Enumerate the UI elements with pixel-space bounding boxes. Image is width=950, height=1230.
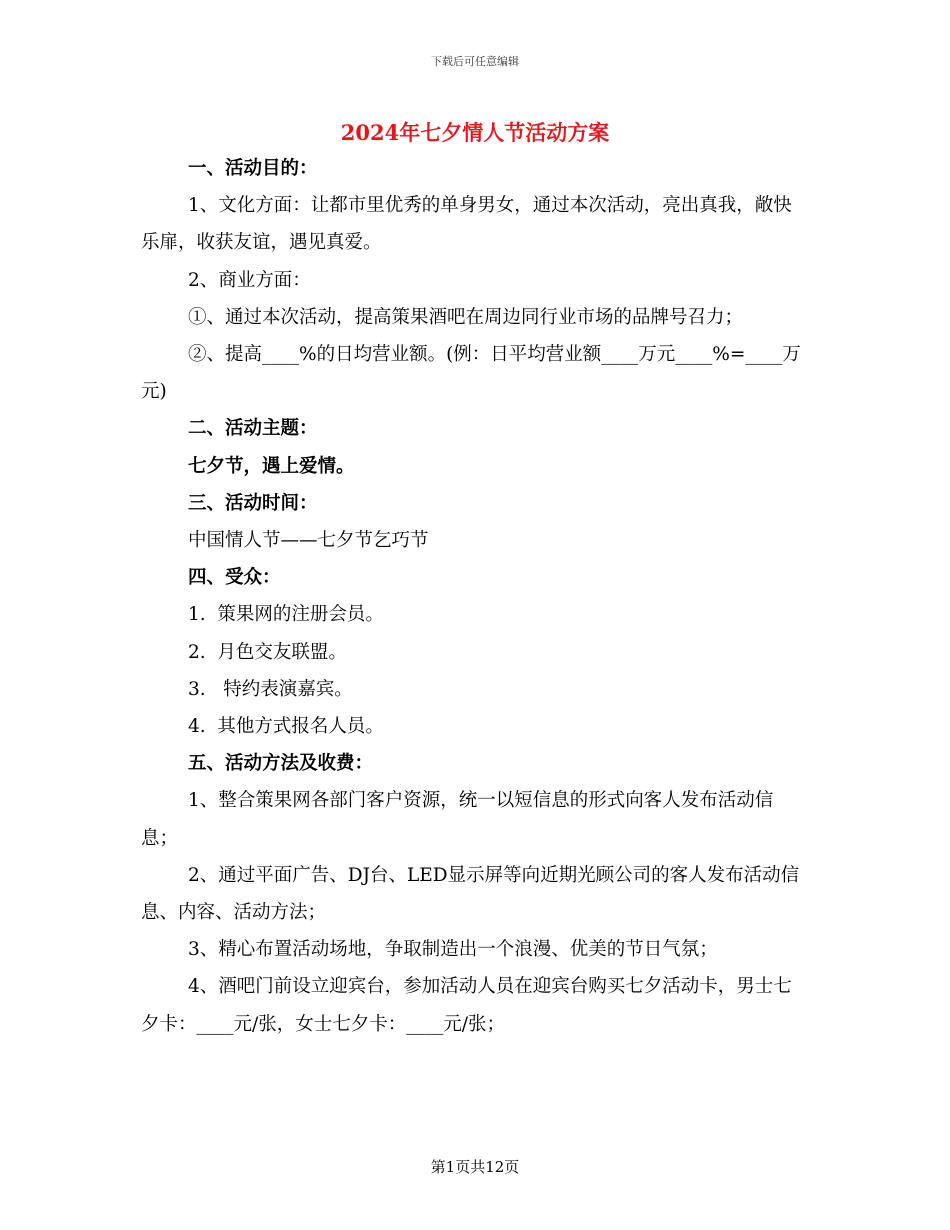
paragraph-method-4: 4、酒吧门前设立迎宾台，参加活动人员在迎宾台购买七夕活动卡，男士七夕卡：____元/张，女士七夕卡：____元/张；: [141, 976, 792, 1035]
section-heading-method: 五、活动方法及收费：: [188, 753, 374, 775]
time-text: 中国情人节——七夕节乞巧节: [188, 530, 429, 552]
theme-text: 七夕节，遇上爱情。: [188, 455, 355, 477]
document-body: [141, 150, 809, 1043]
list-item: 4. 其他方式报名人员。: [188, 716, 384, 738]
page-header: 下载后可任意编辑: [431, 55, 519, 68]
paragraph-brand: ①、通过本次活动，提高策果酒吧在周边同行业市场的品牌号召力；: [188, 306, 744, 328]
paragraph-method-3: 3、精心布置活动场地，争取制造出一个浪漫、优美的节日气氛；: [188, 939, 718, 961]
paragraph-business: 2、商业方面：: [188, 269, 311, 291]
section-heading-purpose: 一、活动目的：: [188, 158, 318, 179]
section-heading-audience: 四、受众：: [188, 567, 281, 589]
paragraph-method-2: 2、通过平面广告、DJ台、LED显示屏等向近期光顾公司的客人发布活动信息、内容、活动方法；: [141, 864, 800, 924]
paragraph-revenue: ②、提高____%的日均营业额。(例：日平均营业额____万元____%=____万元): [141, 344, 801, 403]
paragraph-culture: 1、文化方面：让都市里优秀的单身男女，通过本次活动，亮出真我，敞快乐扉，收获友谊，遇见真爱。: [141, 195, 792, 254]
section-heading-time: 三、活动时间：: [188, 492, 318, 514]
paragraph-method-1: 1、整合策果网各部门客户资源，统一以短信息的形式向客人发布活动信息；: [141, 790, 774, 849]
list-item: 2. 月色交友联盟。: [188, 641, 347, 663]
list-item: 3. 特约表演嘉宾。: [188, 678, 353, 700]
section-heading-theme: 二、活动主题：: [188, 418, 318, 440]
list-item: 1. 策果网的注册会员。: [188, 604, 384, 626]
page-footer: 第1页共12页: [430, 1158, 520, 1176]
document-title: 2024年七夕情人节活动方案: [340, 120, 610, 145]
